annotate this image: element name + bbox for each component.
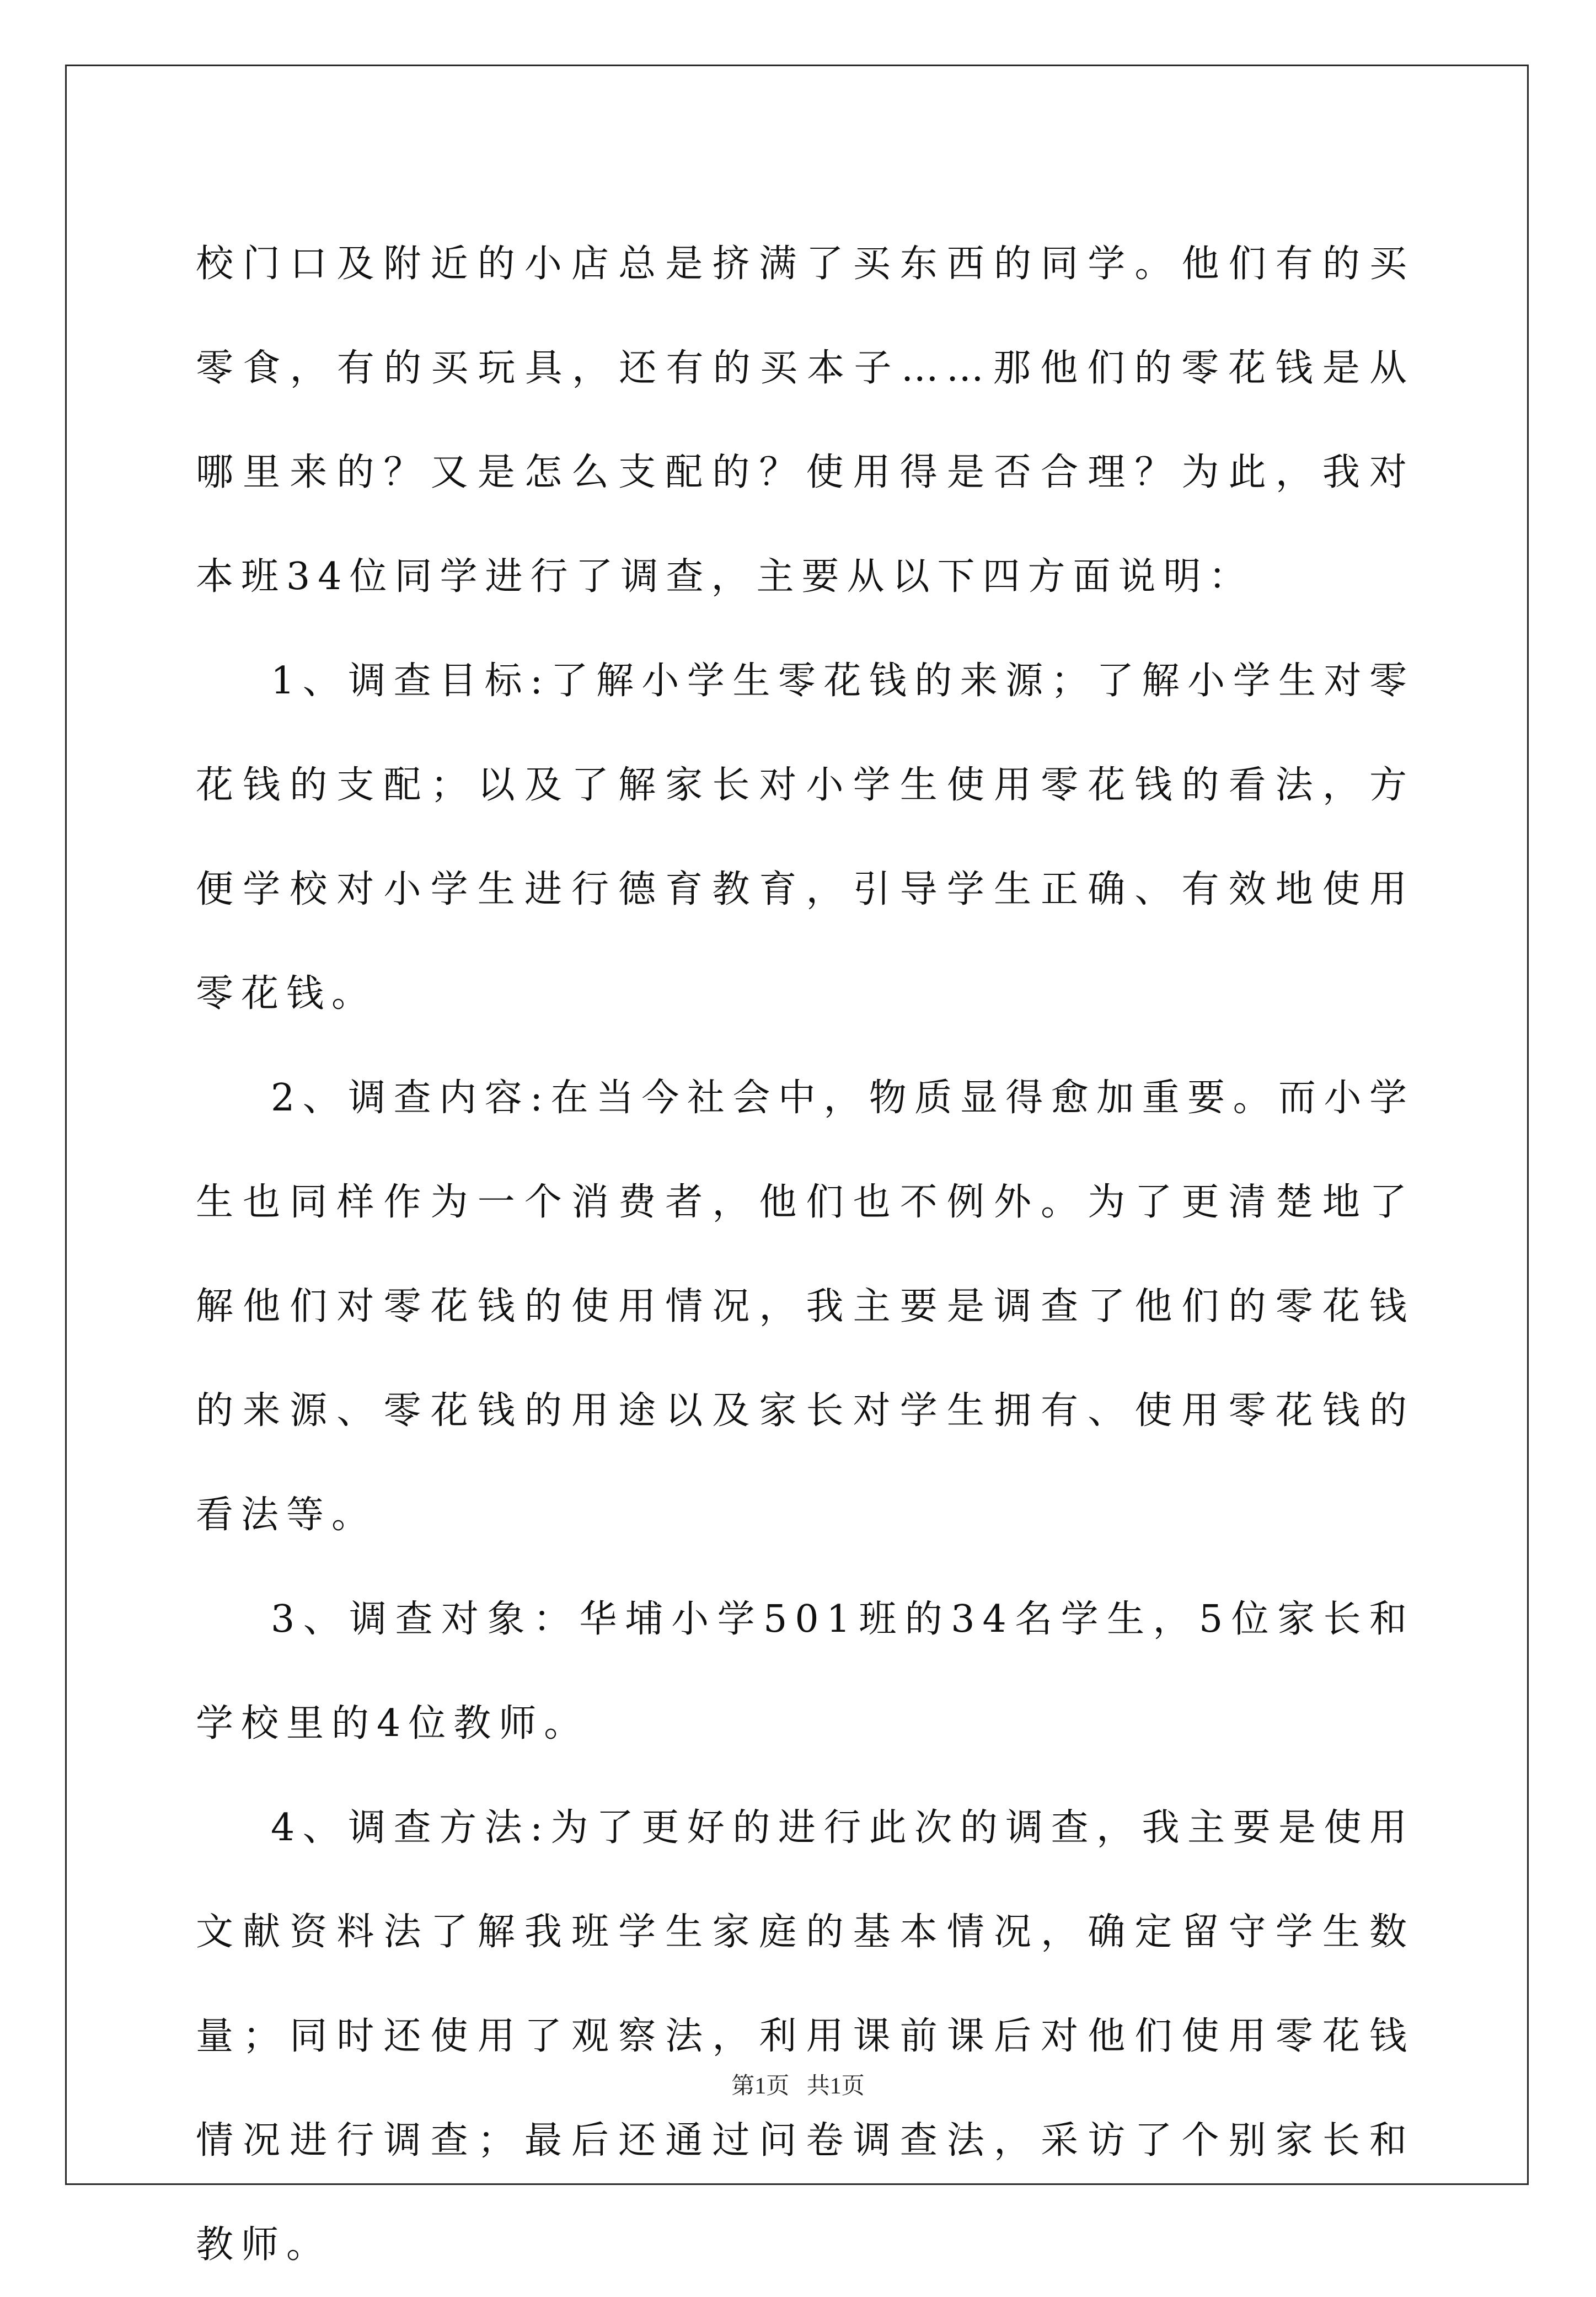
survey-goal-paragraph: 1、调查目标:了解小学生零花钱的来源；了解小学生对零花钱的支配；以及了解家长对小学生使用零花钱的看法，方便学校对小学生进行德育教育，引导学生正确、有效地使用零花钱。 bbox=[196, 659, 1415, 1016]
page-number-footer: 第1页 共1页 bbox=[731, 2074, 865, 2099]
survey-content-paragraph: 2、调查内容:在当今社会中，物质显得愈加重要。而小学生也同样作为一个消费者，他们也不例外。为了更清楚地了解他们对零花钱的使用情况，我主要是调查了他们的零花钱的来源、零花钱的用途以及家长对学生拥有、使用零花钱的看法等。 bbox=[196, 1076, 1415, 1537]
survey-subjects-paragraph: 3、调查对象：华埔小学501班的34名学生，5位家长和学校里的4位教师。 bbox=[196, 1598, 1415, 1745]
intro-paragraph: 校门口及附近的小店总是挤满了买东西的同学。他们有的买零食，有的买玩具，还有的买本子……那他们的零花钱是从哪里来的？又是怎么支配的？使用得是否合理？为此，我对本班34位同学进行了调查，主要从以下四方面说明： bbox=[196, 242, 1415, 599]
survey-method-paragraph: 4、调查方法:为了更好的进行此次的调查，我主要是使用文献资料法了解我班学生家庭的基本情况，确定留守学生数量；同时还使用了观察法，利用课前课后对他们使用零花钱情况进行调查；最后还通过问卷调查法，采访了个别家长和教师。 bbox=[196, 1806, 1415, 2267]
document-body bbox=[196, 212, 1415, 2297]
